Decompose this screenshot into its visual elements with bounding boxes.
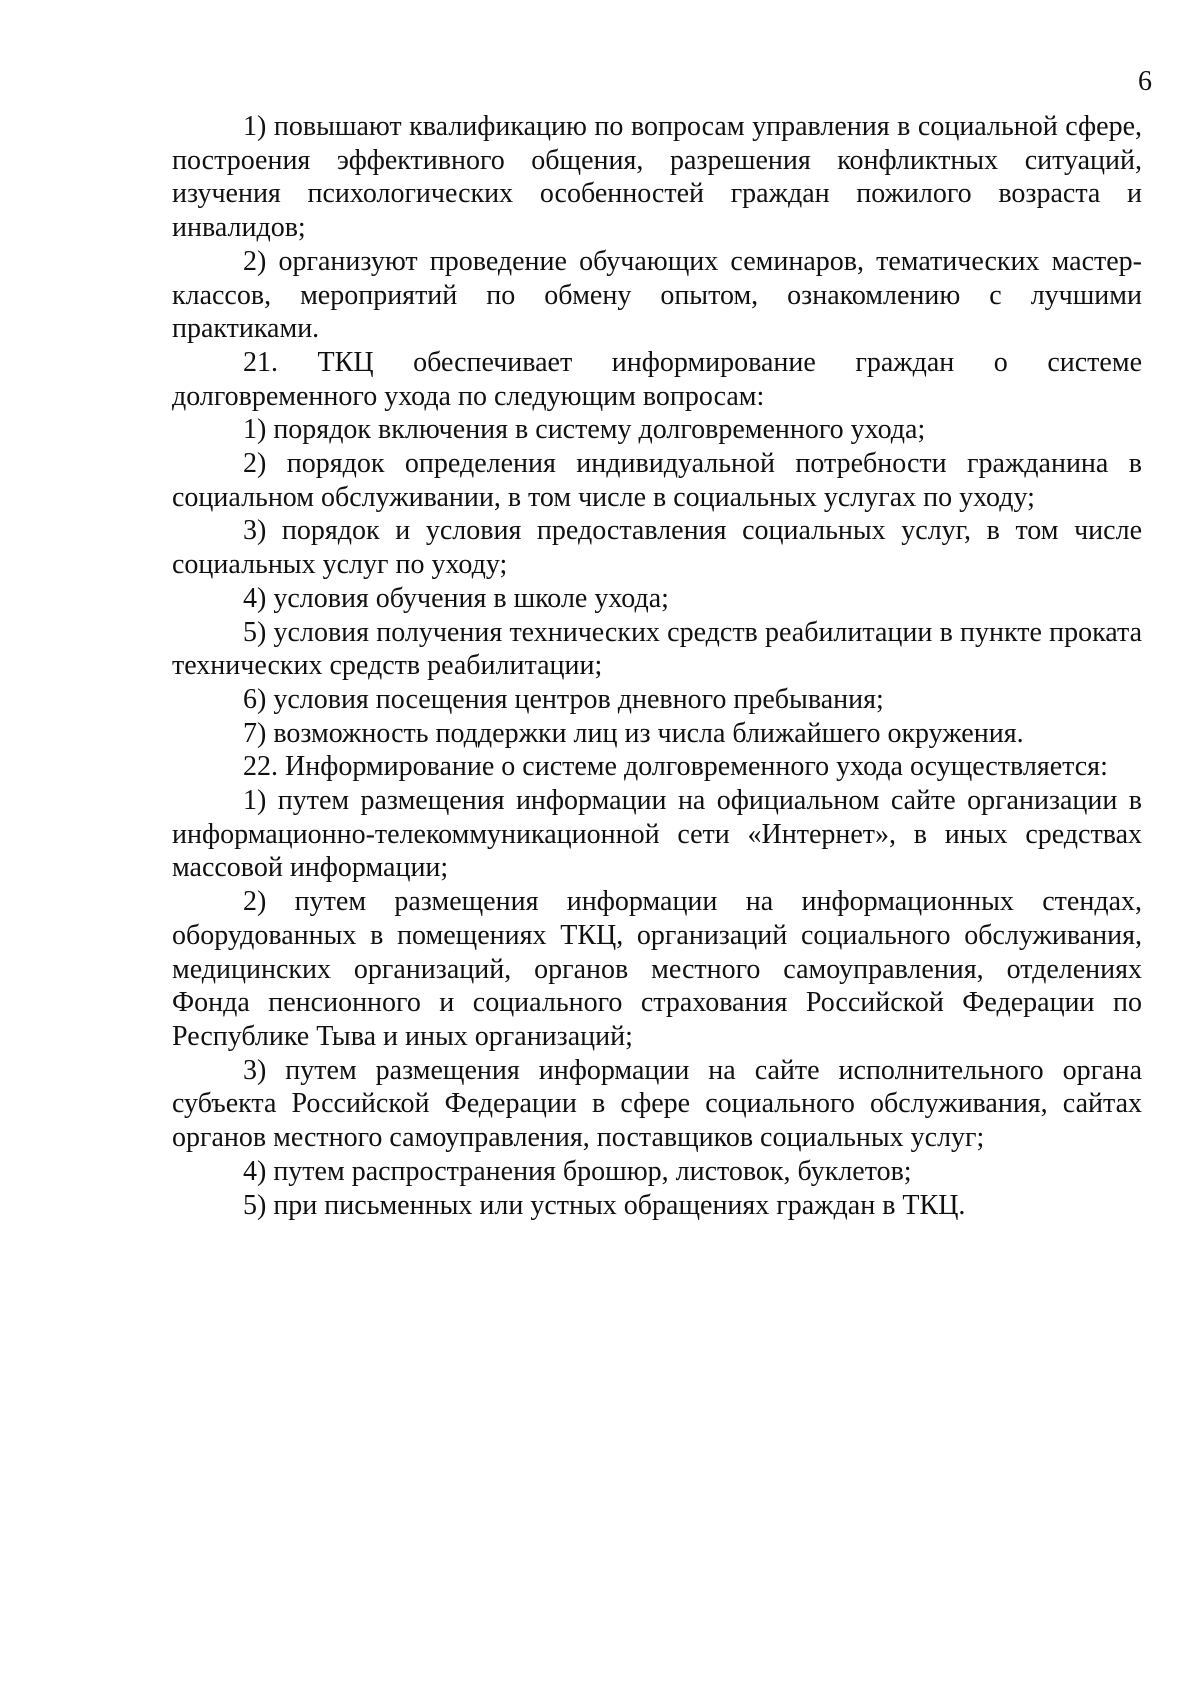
- paragraph: 1) путем размещения информации на официальном сайте организации в информационно-телекоммуникационной сети «Интернет», в иных средствах массовой информации;: [172, 785, 1142, 884]
- paragraph: 1) порядок включения в систему долговременного ухода;: [243, 414, 926, 446]
- paragraph: 2) организуют проведение обучающих семинаров, тематических мастер-классов, мероприятий по обмену опытом, ознакомлению с лучшими практиками.: [172, 245, 1142, 345]
- page-number: 6: [1138, 66, 1152, 97]
- paragraph: 2) путем размещения информации на информационных стендах, оборудованных в помещениях ТКЦ, организаций социального обслуживания, медицинских организаций, органов местного самоуправления, отделениях Фонда пенсионного и социального страхования Российской Федерации по Республике Тыва и иных организаций;: [172, 886, 1142, 1052]
- paragraph: 4) путем распространения брошюр, листовок, буклетов;: [243, 1155, 912, 1187]
- paragraph: 7) возможность поддержки лиц из числа ближайшего окружения.: [243, 717, 1024, 749]
- paragraph: 6) условия посещения центров дневного пребывания;: [243, 683, 884, 715]
- paragraph: 4) условия обучения в школе ухода;: [243, 582, 669, 614]
- paragraph: 22. Информирование о системе долговременного ухода осуществляется:: [243, 751, 1108, 783]
- paragraph: 1) повышают квалификацию по вопросам управления в социальной сфере, построения эффективного общения, разрешения конфликтных ситуаций, изучения психологических особенностей граждан пожилого возраста и инвалидов;: [172, 111, 1142, 244]
- paragraph: 5) условия получения технических средств реабилитации в пункте проката технических средств реабилитации;: [172, 616, 1142, 682]
- paragraph: 3) путем размещения информации на сайте исполнительного органа субъекта Российской Федерации в сфере социального обслуживания, сайтах органов местного самоуправления, поставщиков социальных услуг;: [172, 1054, 1142, 1154]
- paragraph: 5) при письменных или устных обращениях граждан в ТКЦ.: [243, 1189, 966, 1221]
- paragraph: 21. ТКЦ обеспечивает информирование граждан о системе долговременного ухода по следующим вопросам:: [172, 346, 1142, 412]
- document-body: [172, 110, 1142, 1222]
- paragraph: 2) порядок определения индивидуальной потребности гражданина в социальном обслуживании, в том числе в социальных услугах по уходу;: [172, 448, 1142, 513]
- paragraph: 3) порядок и условия предоставления социальных услуг, в том числе социальных услуг по уходу;: [172, 515, 1142, 581]
